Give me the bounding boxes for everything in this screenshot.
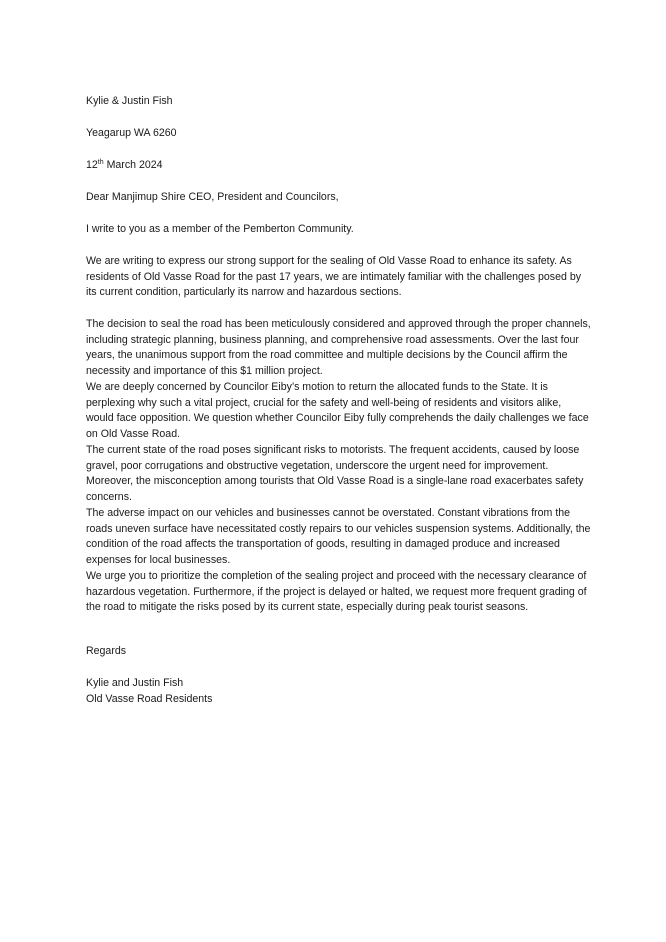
paragraph-impact: The adverse impact on our vehicles and businesses cannot be overstated. Constant vibrations from the roads uneven surface have necessitated costly repairs to our vehicles suspension systems. Additionally, the condition of the road affects the transportation of goods, resulting in damaged produce and increased expenses for local businesses. <box>86 507 591 566</box>
intro-line: I write to you as a member of the Pemberton Community. <box>86 223 354 235</box>
paragraph-decision: The decision to seal the road has been meticulously considered and approved through the proper channels, including strategic planning, business planning, and comprehensive road assessments. Over the last four years, the unanimous support from the road committee and multiple decisions by the Council affirm the necessity and importance of this $1 million project. <box>86 318 591 377</box>
date-suffix: th <box>97 159 104 166</box>
paragraph-concern: We are deeply concerned by Councilor Eiby’s motion to return the allocated funds to the State. It is perplexing why such a vital project, crucial for the safety and well-being of residents and visitors alike, would face opposition. We question whether Councilor Eiby fully comprehends the daily challenges we face on Old Vasse Road. <box>86 381 589 440</box>
date-month-year: March 2024 <box>103 159 163 171</box>
closing: Regards <box>86 645 127 657</box>
letter-date <box>86 158 591 174</box>
signature-title: Old Vasse Road Residents <box>86 693 213 705</box>
sender-address: Yeagarup WA 6260 <box>86 127 177 139</box>
paragraph-request: We urge you to prioritize the completion of the sealing project and proceed with the necessary clearance of hazardous vegetation. Furthermore, if the project is delayed or halted, we request more frequent grading of the road to mitigate the risks posed by its current state, especially during peak tourist seasons. <box>86 570 587 614</box>
paragraph-road-state: The current state of the road poses significant risks to motorists. The frequent accidents, caused by loose gravel, poor corrugations and obstructive vegetation, underscore the urgent need for improvement. Moreover, the misconception among tourists that Old Vasse Road is a single-lane road exacerbates safety concerns. <box>86 444 584 503</box>
paragraph-support: We are writing to express our strong support for the sealing of Old Vasse Road to enhance its safety. As residents of Old Vasse Road for the past 17 years, we are intimately familiar with the challenges posed by its current condition, particularly its narrow and hazardous sections. <box>86 255 582 299</box>
signature-name: Kylie and Justin Fish <box>86 677 184 689</box>
sender-name: Kylie & Justin Fish <box>86 95 173 107</box>
salutation: Dear Manjimup Shire CEO, President and Councilors, <box>86 191 339 203</box>
date-day: 12 <box>86 159 98 171</box>
